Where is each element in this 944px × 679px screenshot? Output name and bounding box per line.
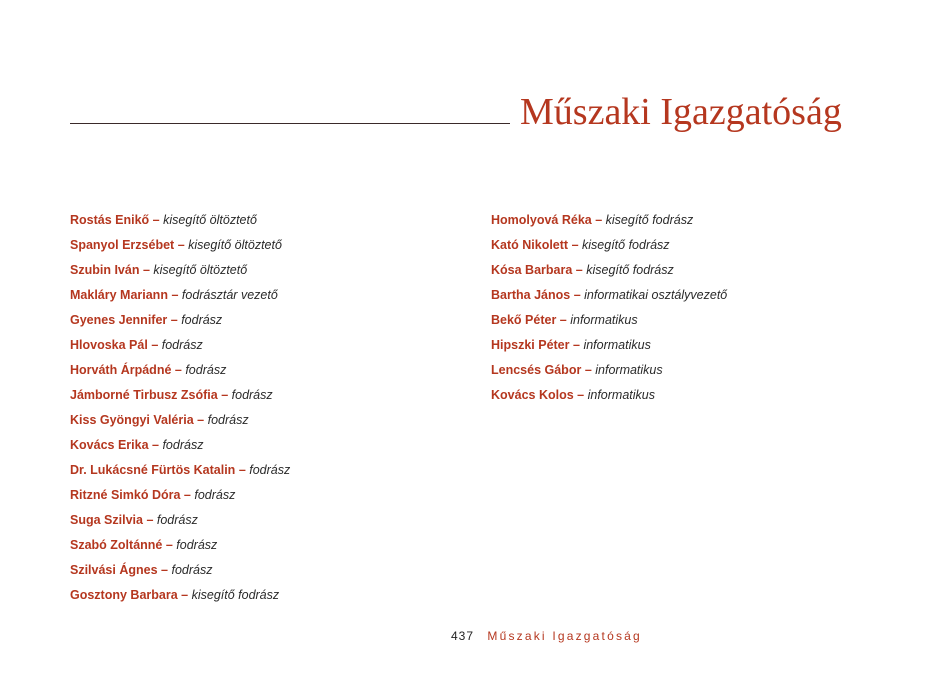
staff-entry — [70, 558, 290, 583]
footer-section-title: Műszaki Igazgatóság — [487, 629, 642, 643]
staff-entry — [491, 233, 727, 258]
name-role-separator: – — [152, 438, 159, 452]
name-role-separator: – — [238, 463, 246, 477]
staff-role: fodrász — [207, 413, 249, 427]
staff-role: kisegítő fodrász — [582, 238, 670, 252]
staff-name: Kiss Gyöngyi Valéria — [70, 413, 194, 427]
staff-name: Rostás Enikő — [70, 213, 150, 227]
staff-role: informatikus — [583, 338, 651, 352]
staff-list-left — [70, 208, 290, 608]
staff-entry — [70, 408, 290, 433]
staff-role: kisegítő fodrász — [605, 213, 694, 227]
staff-role: fodrász — [161, 338, 203, 352]
name-role-separator: – — [573, 338, 580, 352]
staff-role: kisegítő fodrász — [191, 588, 280, 602]
name-role-separator: – — [559, 313, 567, 327]
staff-name: Bekő Péter — [491, 313, 557, 327]
staff-name: Gyenes Jennifer — [70, 313, 168, 327]
staff-entry — [70, 308, 290, 333]
staff-name: Kovács Erika — [70, 438, 149, 452]
name-role-separator: – — [142, 263, 150, 277]
staff-role: fodrász — [231, 388, 273, 402]
staff-name: Suga Szilvia — [70, 513, 143, 527]
staff-role: informatikai osztályvezető — [584, 288, 728, 302]
staff-name: Makláry Mariann — [70, 288, 168, 302]
name-role-separator: – — [183, 488, 191, 502]
staff-name: Kovács Kolos — [491, 388, 574, 402]
page-number: 437 — [451, 629, 475, 643]
staff-role: fodrász — [156, 513, 198, 527]
staff-entry — [70, 258, 290, 283]
staff-entry — [70, 458, 290, 483]
staff-name: Hipszki Péter — [491, 338, 570, 352]
staff-role: kisegítő öltöztető — [188, 238, 282, 252]
staff-entry — [70, 358, 290, 383]
staff-name: Kósa Barbara — [491, 263, 573, 277]
staff-role: fodrásztár vezető — [181, 288, 278, 302]
name-role-separator: – — [573, 288, 581, 302]
staff-entry — [70, 483, 290, 508]
staff-entry — [491, 308, 727, 333]
staff-entry — [70, 508, 290, 533]
staff-entry — [70, 333, 290, 358]
staff-entry — [491, 383, 727, 408]
staff-role: fodrász — [194, 488, 236, 502]
staff-role: fodrász — [249, 463, 291, 477]
staff-role: informatikus — [570, 313, 638, 327]
name-role-separator: – — [174, 363, 182, 377]
name-role-separator: – — [181, 588, 189, 602]
staff-entry — [491, 333, 727, 358]
name-role-separator: – — [584, 363, 592, 377]
staff-entry — [491, 358, 727, 383]
name-role-separator: – — [177, 238, 185, 252]
staff-entry — [70, 283, 290, 308]
staff-name: Dr. Lukácsné Fürtös Katalin — [70, 463, 236, 477]
name-role-separator: – — [170, 313, 178, 327]
staff-entry — [70, 533, 290, 558]
staff-role: fodrász — [171, 563, 213, 577]
staff-entry — [70, 383, 290, 408]
staff-role: fodrász — [181, 313, 223, 327]
name-role-separator: – — [197, 413, 205, 427]
name-role-separator: – — [575, 263, 583, 277]
staff-list-right — [491, 208, 727, 408]
staff-name: Szubin Iván — [70, 263, 140, 277]
staff-role: kisegítő öltöztető — [163, 213, 257, 227]
staff-entry — [70, 233, 290, 258]
name-role-separator: – — [161, 563, 168, 577]
staff-role: fodrász — [176, 538, 218, 552]
staff-name: Bartha János — [491, 288, 571, 302]
staff-entry — [70, 433, 290, 458]
staff-name: Jámborné Tirbusz Zsófia — [70, 388, 218, 402]
staff-name: Kató Nikolett — [491, 238, 569, 252]
name-role-separator: – — [151, 338, 159, 352]
page-footer — [451, 626, 642, 646]
staff-entry — [491, 208, 727, 233]
name-role-separator: – — [171, 288, 179, 302]
staff-name: Szilvási Ágnes — [70, 563, 158, 577]
name-role-separator: – — [577, 388, 585, 402]
staff-role: kisegítő fodrász — [586, 263, 674, 277]
staff-name: Horváth Árpádné — [70, 363, 172, 377]
staff-role: kisegítő öltöztető — [153, 263, 248, 277]
staff-name: Hlovoska Pál — [70, 338, 148, 352]
staff-name: Szabó Zoltánné — [70, 538, 163, 552]
staff-name: Spanyol Erzsébet — [70, 238, 175, 252]
page-title: Műszaki Igazgatóság — [520, 91, 842, 133]
name-role-separator: – — [146, 513, 154, 527]
staff-role: informatikus — [595, 363, 663, 377]
name-role-separator: – — [221, 388, 229, 402]
staff-entry — [491, 258, 727, 283]
staff-name: Homolyová Réka — [491, 213, 592, 227]
header-rule — [70, 123, 510, 124]
name-role-separator: – — [571, 238, 579, 252]
staff-role: fodrász — [185, 363, 227, 377]
name-role-separator: – — [595, 213, 603, 227]
staff-name: Ritzné Simkó Dóra — [70, 488, 181, 502]
staff-name: Lencsés Gábor — [491, 363, 582, 377]
name-role-separator: – — [152, 213, 160, 227]
staff-entry — [70, 208, 290, 233]
staff-role: fodrász — [162, 438, 204, 452]
staff-name: Gosztony Barbara — [70, 588, 178, 602]
staff-entry — [491, 283, 727, 308]
name-role-separator: – — [165, 538, 173, 552]
staff-entry — [70, 583, 290, 608]
staff-role: informatikus — [587, 388, 655, 402]
